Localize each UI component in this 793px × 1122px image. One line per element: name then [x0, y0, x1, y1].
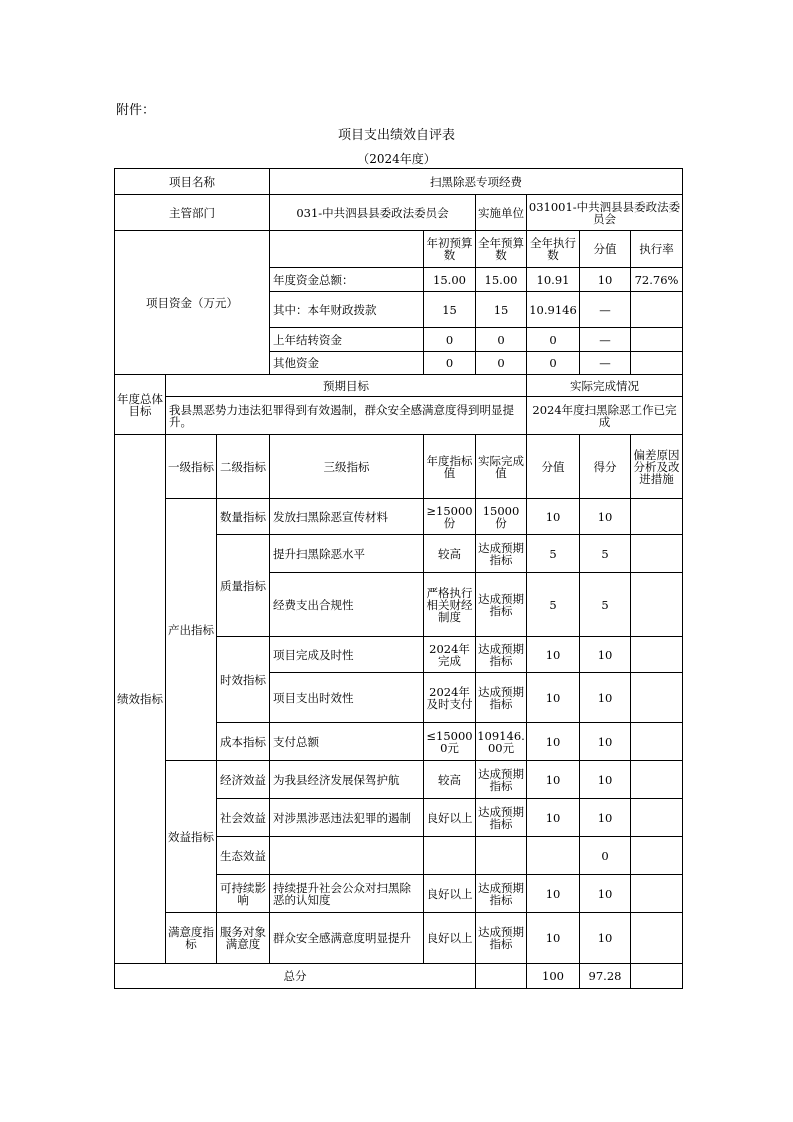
- indicator-got: 5: [580, 573, 631, 637]
- perf-header: 二级指标: [217, 435, 270, 499]
- funds-cell: 10.9146: [527, 292, 580, 328]
- indicator-actual: 达成预期指标: [476, 799, 527, 837]
- indicator-deviation: [631, 499, 683, 535]
- funds-row-label: 年度资金总额：: [270, 268, 424, 292]
- goals-label: 年度总体目标: [115, 375, 166, 435]
- funds-cell: 10: [580, 268, 631, 292]
- indicator-name: 为我县经济发展保驾护航: [270, 761, 424, 799]
- indicator-actual: 达成预期指标: [476, 535, 527, 573]
- funds-cell: [631, 328, 683, 352]
- project-name: 扫黑除恶专项经费: [270, 169, 683, 195]
- self-evaluation-table: [114, 168, 683, 989]
- funds-header: 年初预算数: [424, 231, 476, 268]
- indicator-deviation: [631, 573, 683, 637]
- total-score: 100: [527, 964, 580, 989]
- indicator-score: 5: [527, 535, 580, 573]
- funds-cell: 72.76%: [631, 268, 683, 292]
- funds-cell: —: [580, 328, 631, 352]
- indicator-actual: 达成预期指标: [476, 673, 527, 723]
- indicator-target: 良好以上: [424, 875, 476, 913]
- perf-header: 三级指标: [270, 435, 424, 499]
- total-got: 97.28: [580, 964, 631, 989]
- perf-header: 分值: [527, 435, 580, 499]
- indicator-target: ≤150000元: [424, 723, 476, 761]
- funds-cell: 15.00: [424, 268, 476, 292]
- funds-cell: [631, 292, 683, 328]
- indicator-target: ≥15000份: [424, 499, 476, 535]
- indicator-deviation: [631, 673, 683, 723]
- funds-cell: 15: [424, 292, 476, 328]
- dept-label: 主管部门: [115, 195, 270, 231]
- lvl2-social: 社会效益: [217, 799, 270, 837]
- perf-header: 实际完成值: [476, 435, 527, 499]
- funds-cell: —: [580, 292, 631, 328]
- lvl2-economic: 经济效益: [217, 761, 270, 799]
- indicator-name: 持续提升社会公众对扫黑除恶的认知度: [270, 875, 424, 913]
- funds-row-label: 其中：本年财政拨款: [270, 292, 424, 328]
- funds-cell: 0: [476, 352, 527, 375]
- indicator-score: 10: [527, 875, 580, 913]
- perf-header: 得分: [580, 435, 631, 499]
- lvl1-benefit: 效益指标: [166, 761, 217, 913]
- funds-cell: 0: [476, 328, 527, 352]
- funds-header: 执行率: [631, 231, 683, 268]
- indicator-actual: 15000份: [476, 499, 527, 535]
- indicator-deviation: [631, 535, 683, 573]
- indicator-score: 10: [527, 913, 580, 964]
- indicator-actual: [476, 837, 527, 875]
- lvl2-ecological: 生态效益: [217, 837, 270, 875]
- indicator-target: 2024年完成: [424, 637, 476, 673]
- indicator-name: 支付总额: [270, 723, 424, 761]
- indicator-target: 较高: [424, 535, 476, 573]
- indicator-actual: 达成预期指标: [476, 637, 527, 673]
- unit-value: 031001-中共泗县县委政法委员会: [527, 195, 683, 231]
- indicator-score: 10: [527, 761, 580, 799]
- funds-cell: 0: [424, 328, 476, 352]
- lvl1-satisfaction: 满意度指标: [166, 913, 217, 964]
- indicator-actual: 109146.00元: [476, 723, 527, 761]
- indicator-score: 10: [527, 723, 580, 761]
- unit-label: 实施单位: [476, 195, 527, 231]
- indicator-target: 良好以上: [424, 799, 476, 837]
- actual-goal-label: 实际完成情况: [527, 375, 683, 397]
- indicator-got: 10: [580, 637, 631, 673]
- indicator-got: 10: [580, 723, 631, 761]
- funds-header: 全年预算数: [476, 231, 527, 268]
- indicator-name: [270, 837, 424, 875]
- indicator-target: 良好以上: [424, 913, 476, 964]
- indicator-target: 严格执行相关财经制度: [424, 573, 476, 637]
- perf-header: 偏差原因分析及改进措施: [631, 435, 683, 499]
- indicator-name: 项目支出时效性: [270, 673, 424, 723]
- indicator-name: 对涉黑涉恶违法犯罪的遏制: [270, 799, 424, 837]
- indicator-name: 项目完成及时性: [270, 637, 424, 673]
- lvl2-quality: 质量指标: [217, 535, 270, 637]
- lvl2-timeliness: 时效指标: [217, 637, 270, 723]
- lvl2-cost: 成本指标: [217, 723, 270, 761]
- funds-cell: 0: [424, 352, 476, 375]
- indicator-got: 10: [580, 799, 631, 837]
- form-title: 项目支出绩效自评表: [337, 128, 455, 143]
- indicator-score: 10: [527, 637, 580, 673]
- indicator-got: 5: [580, 535, 631, 573]
- funds-row-label: 其他资金: [270, 352, 424, 375]
- expected-goal: 我县黑恶势力违法犯罪得到有效遏制，群众安全感满意度得到明显提升。: [166, 397, 527, 435]
- total-blank: [476, 964, 527, 989]
- indicator-name: 群众安全感满意度明显提升: [270, 913, 424, 964]
- indicator-score: 10: [527, 673, 580, 723]
- indicator-deviation: [631, 875, 683, 913]
- funds-header: 分值: [580, 231, 631, 268]
- funds-cell: —: [580, 352, 631, 375]
- indicator-actual: 达成预期指标: [476, 761, 527, 799]
- funds-row-label: 上年结转资金: [270, 328, 424, 352]
- funds-cell: 15: [476, 292, 527, 328]
- indicator-got: 10: [580, 761, 631, 799]
- funds-cell: [631, 352, 683, 375]
- perf-label: 绩效指标: [115, 435, 166, 964]
- actual-goal: 2024年度扫黑除恶工作已完成: [527, 397, 683, 435]
- indicator-actual: 达成预期指标: [476, 573, 527, 637]
- indicator-name: 经费支出合规性: [270, 573, 424, 637]
- attachment-label: 附件：: [116, 103, 156, 118]
- project-name-label: 项目名称: [115, 169, 270, 195]
- funds-label: 项目资金（万元）: [115, 231, 270, 375]
- indicator-actual: 达成预期指标: [476, 913, 527, 964]
- lvl1-output: 产出指标: [166, 499, 217, 761]
- indicator-deviation: [631, 637, 683, 673]
- total-deviation: [631, 964, 683, 989]
- indicator-deviation: [631, 723, 683, 761]
- perf-header: 一级指标: [166, 435, 217, 499]
- indicator-score: 10: [527, 499, 580, 535]
- indicator-actual: 达成预期指标: [476, 875, 527, 913]
- indicator-target: [424, 837, 476, 875]
- indicator-deviation: [631, 799, 683, 837]
- indicator-got: 10: [580, 913, 631, 964]
- funds-cell: 15.00: [476, 268, 527, 292]
- funds-cell: 10.91: [527, 268, 580, 292]
- lvl2-service-satisfaction: 服务对象满意度: [217, 913, 270, 964]
- form-year: （2024年度）: [357, 152, 436, 166]
- indicator-target: 2024年及时支付: [424, 673, 476, 723]
- indicator-deviation: [631, 761, 683, 799]
- indicator-score: [527, 837, 580, 875]
- indicator-got: 10: [580, 499, 631, 535]
- lvl2-sustainable: 可持续影响: [217, 875, 270, 913]
- indicator-got: 0: [580, 837, 631, 875]
- total-label: 总分: [115, 964, 476, 989]
- funds-cell: 0: [527, 328, 580, 352]
- lvl2-quantity: 数量指标: [217, 499, 270, 535]
- indicator-name: 发放扫黑除恶宣传材料: [270, 499, 424, 535]
- indicator-target: 较高: [424, 761, 476, 799]
- indicator-score: 5: [527, 573, 580, 637]
- expected-goal-label: 预期目标: [166, 375, 527, 397]
- dept-value: 031-中共泗县县委政法委员会: [270, 195, 476, 231]
- indicator-got: 10: [580, 875, 631, 913]
- indicator-deviation: [631, 837, 683, 875]
- funds-header: 全年执行数: [527, 231, 580, 268]
- indicator-got: 10: [580, 673, 631, 723]
- indicator-deviation: [631, 913, 683, 964]
- indicator-name: 提升扫黑除恶水平: [270, 535, 424, 573]
- indicator-score: 10: [527, 799, 580, 837]
- perf-header: 年度指标值: [424, 435, 476, 499]
- funds-cell: 0: [527, 352, 580, 375]
